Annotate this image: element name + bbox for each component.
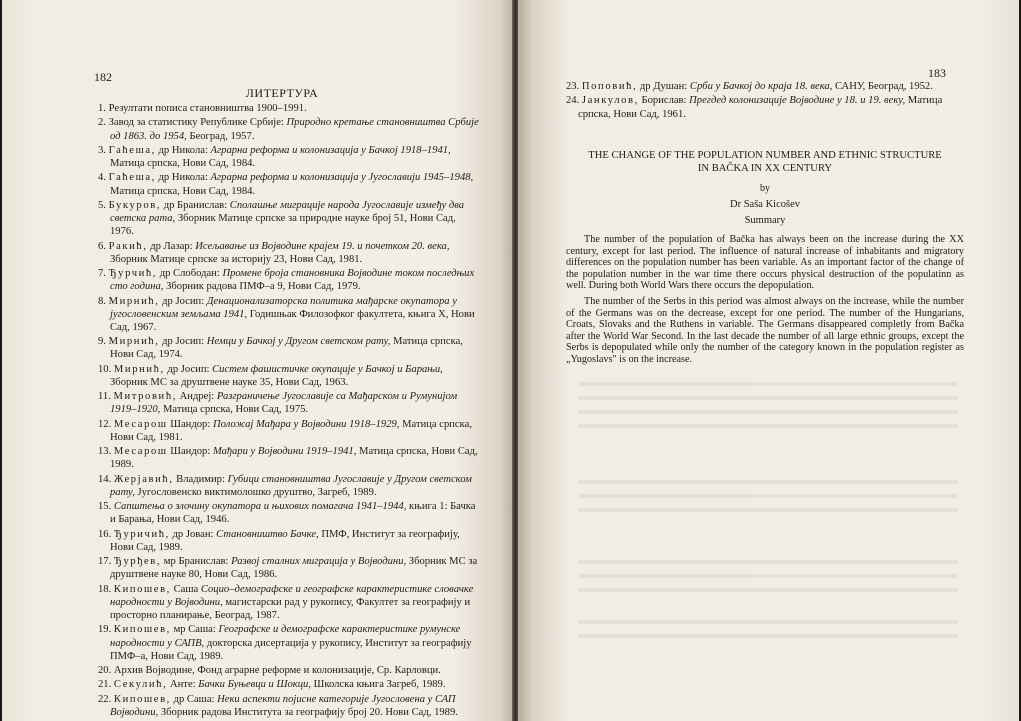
reference-author: Мирнић, <box>113 363 165 375</box>
page-number-right: 183 <box>928 66 946 80</box>
reference-number: 4. <box>98 172 106 184</box>
reference-number: 3. <box>98 144 106 156</box>
reference-item <box>98 528 480 554</box>
reference-number: 23. <box>566 81 580 92</box>
reference-text: Матица српска, Нови Сад, 1984. <box>110 185 256 197</box>
reference-item <box>98 295 480 335</box>
reference-author: Ђурђев, <box>113 556 162 568</box>
reference-item <box>98 363 480 389</box>
reference-text: Матица српска, Нови Сад, 1989. <box>110 446 478 471</box>
reference-number: 11. <box>98 391 111 403</box>
summary-paragraph: The number of the Serbs in this period was almost always on the increase, while the number of the Germans was on the decrease, except for one period. The number of the Hungarians, Croats, Slovaks and the Ruthens in variable. The Germans disappeared completly from Bačka after the World War Second. In the last decade the number of all large ethnic groups, except the Serbs is depopulated while only the number of the category known in the population register as „Yugoslavs" is on the increase. <box>566 295 964 365</box>
reference-author: Мирнић, <box>108 295 160 307</box>
reference-number: 5. <box>98 199 106 211</box>
reference-number: 2. <box>98 117 106 129</box>
reference-text: Матица српска, Нови Сад, 1975. <box>160 404 309 416</box>
reference-title: Денационализаторска политика мађарске окупаторa у југословенским земљама 1941, <box>110 295 457 320</box>
reference-title: Исељавање из Војводине крајем 19. и почетком 20. века, <box>195 240 450 252</box>
reference-text: др Никола: <box>155 144 211 156</box>
reference-author: Кипошев, <box>113 583 171 595</box>
reference-author: Жерјавић, <box>113 473 174 485</box>
reference-author: Гаћеша, <box>108 144 156 156</box>
reference-author: Ђурчић, <box>108 268 158 279</box>
show-through-line <box>578 382 958 386</box>
reference-text: др Душан: <box>637 81 690 92</box>
page-number-left: 182 <box>94 70 112 84</box>
reference-author: Ракић, <box>108 240 148 252</box>
reference-title: Мађари у Војводини 1919–1941, <box>212 446 357 458</box>
reference-text: др Јосип: <box>159 336 207 348</box>
reference-number: 6. <box>98 240 106 252</box>
reference-item <box>98 267 480 293</box>
reference-text: Зборник МС за друштвене науке 35, Нови Сад, 1963. <box>110 376 349 388</box>
reference-text: др Саша: <box>170 693 218 705</box>
reference-author: Мирнић, <box>108 336 160 348</box>
reference-title: Становништво Бачке, <box>216 528 319 540</box>
reference-item <box>566 80 966 93</box>
summary-heading: Summary <box>744 215 786 226</box>
reference-title: Систем фашистичке окупације у Бачкој и Барањи, <box>212 363 443 375</box>
reference-author: Секулић, <box>113 679 168 691</box>
reference-author: Букуров, <box>108 199 162 211</box>
reference-number: 18. <box>98 583 112 595</box>
reference-text: др Бранислав: <box>161 199 230 211</box>
reference-text: Школска књига Загреб, 1989. <box>311 679 446 691</box>
reference-item <box>98 693 480 719</box>
reference-title: Промене броја становника Војводине током последњих сто година, <box>110 268 475 293</box>
reference-item <box>566 94 966 121</box>
reference-title: Природно кретање становништва Србије од 1863. до 1954, <box>110 117 479 142</box>
reference-number: 12. <box>98 418 112 430</box>
show-through-line <box>578 560 958 564</box>
reference-author: Месарош <box>113 418 168 430</box>
reference-item <box>98 623 480 663</box>
reference-number: 19. <box>98 624 112 636</box>
reference-text: Матица српска, Нови Сад, 1974. <box>110 336 463 361</box>
reference-text: др Лазар: <box>147 240 196 252</box>
reference-item <box>98 390 480 416</box>
reference-title: Положај Мађара у Војводини 1918–1929, <box>212 418 400 430</box>
reference-text: књига 1: Бачка и Барања, Нови Сад, 1946. <box>110 501 476 526</box>
reference-title: Губици становништва Југославије у Другом светском рату, <box>110 473 472 498</box>
summary-title-line2: IN BAČKA IN XX CENTURY <box>697 162 833 174</box>
left-page <box>2 0 514 721</box>
reference-text: Резултати пописа становништва 1900–1991. <box>108 103 307 114</box>
reference-title: Разграничење Југославије са Мађарском и Румунијом 1919–1920, <box>110 391 458 416</box>
reference-author: Митровић, <box>113 391 177 403</box>
reference-text: Борислав: <box>638 95 690 107</box>
reference-title: Сполашње миграције народа Југославије између два светска рата, <box>110 199 465 224</box>
reference-item <box>98 199 480 239</box>
reference-text: Зборник Матице српске за природне науке број 51, Нови Сад, 1976. <box>110 213 456 238</box>
right-page <box>518 0 1019 721</box>
reference-text: магистарски рад у рукопису, Факултет за географију и просторно планирање, Београд, 1987. <box>110 596 471 622</box>
show-through-line <box>578 634 958 638</box>
reference-number: 24. <box>566 95 580 107</box>
summary-title-line1: THE CHANGE OF THE POPULATION NUMBER AND ETHNIC STRUCTURE <box>588 150 942 161</box>
reference-text: др Слободан: <box>157 268 223 279</box>
reference-title: Сапштења о злочину окупатора и њихових помагача 1941–1944, <box>113 501 407 513</box>
reference-text: Зборник радова Института за географију број 20. Нови Сад, 1989. <box>158 706 458 718</box>
reference-author: Поповић, <box>581 81 638 92</box>
reference-author: Месарош <box>113 446 168 458</box>
reference-text: др Јован: <box>169 528 217 540</box>
reference-text: Архив Војводине, Фонд аграрне реформе и колонизације, Ср. Карловци. <box>113 665 441 677</box>
reference-text: мр Саша: <box>170 624 219 636</box>
reference-title: Неки аспекти појисне категорије Југословена у САП Војводини, <box>110 693 456 718</box>
reference-item <box>98 418 480 444</box>
reference-number: 20. <box>98 665 112 677</box>
reference-title: Срби у Бачкој до краја 18. века, <box>689 81 833 92</box>
reference-title: Бачки Буњевци и Шокци, <box>198 679 312 691</box>
reference-number: 10. <box>98 363 112 375</box>
reference-text: Годишњак Филозофког факултета, књига X, Нови Сад, 1967. <box>110 308 475 333</box>
show-through-line <box>578 508 958 512</box>
reference-title: Аграрна реформа и колонизација у Југославији 1945–1948, <box>210 172 474 184</box>
show-through-line <box>578 620 958 624</box>
reference-text: Зборник МС за друштвене науке 80, Нови Сад, 1986. <box>110 556 478 581</box>
reference-text: Завод за статистику Републике Србије: <box>108 117 287 129</box>
reference-item <box>98 102 480 115</box>
reference-text: Матица српска, Нови Сад, 1984. <box>110 158 256 169</box>
reference-text: Владимир: <box>173 473 228 485</box>
reference-text: Матица српска, Нови Сад, 1981. <box>110 418 472 443</box>
reference-item <box>98 678 480 691</box>
reference-item <box>98 144 480 170</box>
reference-number: 14. <box>98 473 112 485</box>
summary-paragraph: The number of the population of Bačka has always been on the increase during the XX century, except for last period. The influence of natural increase of inhabitants and migratory differences on the population number has been variable. As an important factor of the change of the population number in the war time there occurs physical destruction of the populatinn as well. During both World Wars there occurs the depopulation. <box>566 234 964 292</box>
reference-list <box>98 102 480 720</box>
reference-author: Ђуричић, <box>113 528 170 540</box>
summary-section <box>566 150 964 370</box>
reference-author: Кипошев, <box>113 693 171 705</box>
reference-number: 9. <box>98 336 106 348</box>
summary-author: Dr Saša Kicošev <box>730 199 800 210</box>
reference-text: Зборник Матице српске за историју 23, Нови Сад, 1981. <box>110 253 363 265</box>
reference-item <box>98 240 480 266</box>
reference-text: Матица српска, Нови Сад, 1961. <box>578 95 943 120</box>
reference-text: Шандор: <box>167 418 213 430</box>
reference-number: 17. <box>98 556 112 568</box>
reference-text: др Јосип: <box>164 363 213 375</box>
reference-item <box>98 583 480 623</box>
reference-title: Прегдед колонизације Војводине у 18. и 19. веку, <box>689 95 906 107</box>
reference-number: 7. <box>98 268 106 279</box>
reference-text: Југословенско виктимолошко друштво, Загреб, 1989. <box>134 486 377 498</box>
reference-number: 13. <box>98 446 112 458</box>
reference-text: Шандор: <box>167 446 213 458</box>
reference-title: Немци у Бачкој у Другом светском рату, <box>206 336 391 348</box>
reference-item <box>98 335 480 361</box>
reference-number: 16. <box>98 528 112 540</box>
by-label: by <box>760 183 770 194</box>
reference-text: докторска дисертација у рукопису, Институт за географију ПМФ–а, Нови Сад, 1989. <box>110 637 472 662</box>
reference-number: 21. <box>98 679 112 691</box>
reference-text: Зборник радова ПМФ–а 9, Нови Сад, 1979. <box>163 281 361 293</box>
reference-text: др Јосип: <box>159 295 207 307</box>
show-through-line <box>578 424 958 428</box>
reference-title: Географске и демографске карактеристике румунске народности у САПВ, <box>110 624 461 649</box>
reference-title: Аграрна реформа и колонизација у Бачкој 1918–1941, <box>210 144 451 156</box>
show-through-line <box>578 480 958 484</box>
reference-text: САНУ, Београд, 1952. <box>832 81 933 92</box>
reference-item <box>98 473 480 499</box>
reference-number: 22. <box>98 693 112 705</box>
reference-item <box>98 445 480 471</box>
reference-number: 1. <box>98 103 106 114</box>
reference-item <box>98 555 480 581</box>
reference-text: др Никола: <box>155 172 211 184</box>
reference-text: Саша <box>170 583 201 595</box>
reference-text: Београд, 1957. <box>186 130 255 142</box>
reference-item <box>98 171 480 197</box>
reference-author: Јанкулов, <box>581 95 639 107</box>
reference-item <box>98 116 480 142</box>
reference-text: мр Бранислав: <box>161 556 232 568</box>
reference-item <box>98 664 480 677</box>
summary-title <box>566 150 964 175</box>
references-heading: ЛИТЕРТУРА <box>245 86 319 100</box>
reference-list-continued <box>566 80 966 122</box>
show-through-line <box>578 410 958 414</box>
reference-number: 8. <box>98 295 106 307</box>
reference-author: Кипошев, <box>113 624 171 636</box>
reference-author: Гаћеша, <box>108 172 156 184</box>
reference-title: Социо–демографске и географске карактеристике словачке народности у Војводини, <box>110 583 474 608</box>
reference-title: Развој сталних миграција у Војводини, <box>231 556 407 568</box>
reference-text: ПМФ, Институт за географију, Нови Сад, 1989. <box>110 528 460 553</box>
show-through-line <box>578 588 958 592</box>
show-through-line <box>578 396 958 400</box>
show-through-line <box>578 494 958 498</box>
show-through-line <box>578 574 958 578</box>
reference-text: Андреј: <box>176 391 217 403</box>
reference-text: Анте: <box>167 679 199 691</box>
reference-number: 15. <box>98 501 112 513</box>
reference-item <box>98 500 480 526</box>
